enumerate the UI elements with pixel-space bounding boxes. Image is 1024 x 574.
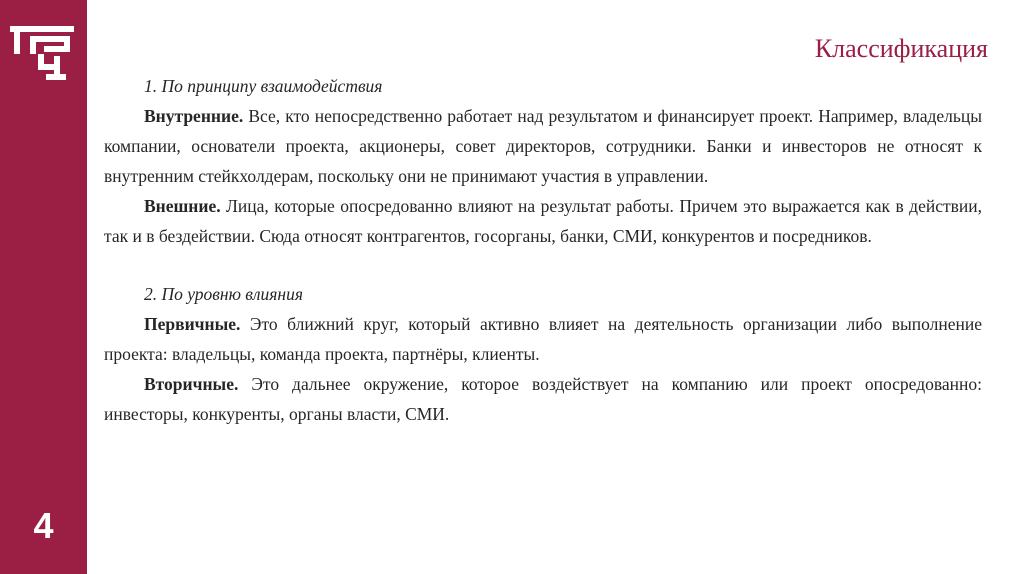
paragraph-primary	[104, 309, 982, 369]
section-heading: 2. По уровню влияния	[144, 284, 303, 304]
paragraph-secondary	[104, 369, 982, 429]
slide-title: Классификация	[814, 34, 988, 63]
paragraph-internal	[104, 101, 982, 191]
page-number: 4	[33, 505, 54, 546]
brand-logo-icon	[10, 26, 74, 80]
text-primary: Это ближний круг, который активно влияет на деятельность организации либо выполнение проекта: владельцы, команда проекта, партнёры, клиенты.	[104, 314, 982, 364]
section-heading: 1. По принципу взаимодействия	[144, 76, 383, 96]
term-primary: Первичные.	[144, 314, 241, 334]
section-gap	[104, 251, 982, 279]
text-secondary: Это дальнее окружение, которое воздействует на компанию или проект опосредованно: инвесторы, конкуренты, органы власти, СМИ.	[104, 374, 982, 424]
term-external: Внешние.	[144, 196, 221, 216]
slide-content	[104, 71, 982, 429]
term-internal: Внутренние.	[144, 106, 244, 126]
term-secondary: Вторичные.	[144, 374, 239, 394]
text-external: Лица, которые опосредованно влияют на результат работы. Причем это выражается как в действии, так и в бездействии. Сюда относят контрагентов, госорганы, банки, СМИ, конкурентов и посредников.	[104, 196, 982, 246]
sidebar	[0, 0, 87, 574]
text-internal: Все, кто непосредственно работает над результатом и финансирует проект. Например, владельцы компании, основатели проекта, акционеры, совет директоров, сотрудники. Банки и инвесторов не относят к внутренним стейкхолдерам, поскольку они не принимают участия в управлении.	[104, 106, 982, 186]
paragraph-external	[104, 191, 982, 251]
